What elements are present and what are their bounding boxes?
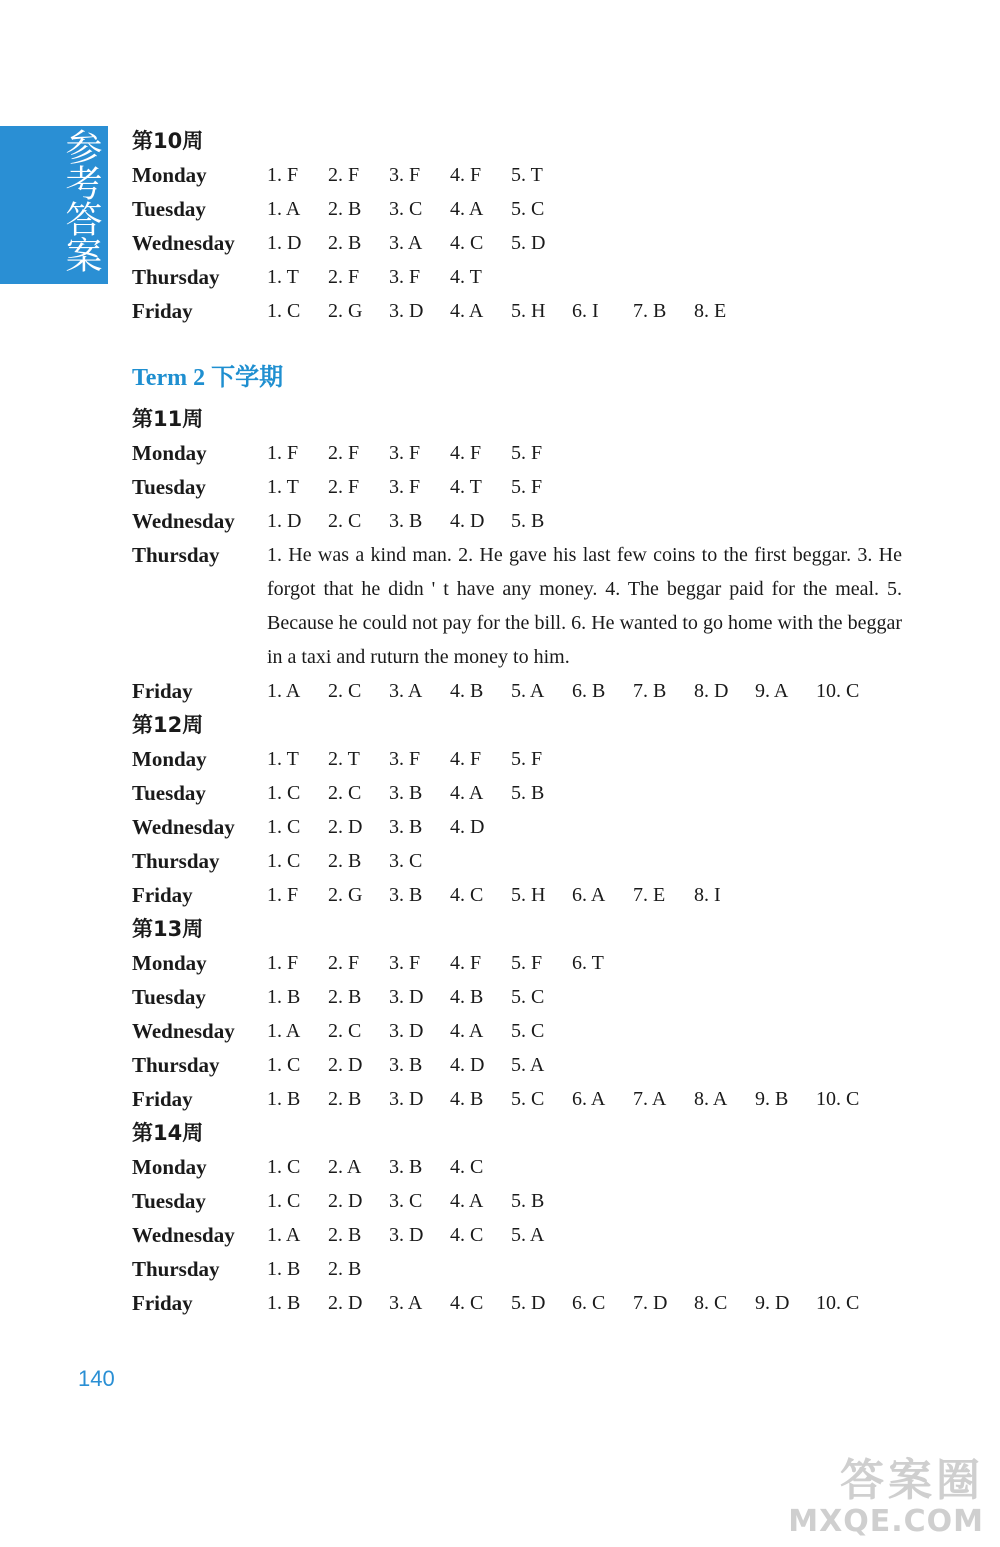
- day-row: [132, 1252, 902, 1286]
- answer-item: 10. C: [816, 1088, 860, 1110]
- answer-item: 5. A: [511, 1054, 545, 1076]
- answer-item: 8. E: [694, 300, 727, 322]
- answer-item: 4. B: [450, 680, 484, 702]
- answer-list: [267, 504, 572, 538]
- day-row: [132, 260, 902, 294]
- answer-item: 3. A: [389, 232, 423, 254]
- day-label: Tuesday: [132, 985, 206, 1009]
- answer-item: 5. H: [511, 300, 546, 322]
- answer-item: 1. C: [267, 1156, 301, 1178]
- answer-item: 2. F: [328, 476, 360, 498]
- answer-item: 1. T: [267, 748, 299, 770]
- answer-item: 2. T: [328, 748, 360, 770]
- day-row: [132, 158, 902, 192]
- answer-item: 6. C: [572, 1292, 606, 1314]
- answer-item: 7. E: [633, 884, 666, 906]
- day-label: Friday: [132, 883, 193, 907]
- answer-item: 7. D: [633, 1292, 668, 1314]
- day-label: Tuesday: [132, 475, 206, 499]
- day-label: Thursday: [132, 543, 220, 567]
- answer-item: 3. B: [389, 1156, 423, 1178]
- answer-item: 4. F: [450, 164, 482, 186]
- answer-item: 4. F: [450, 952, 482, 974]
- day-row: [132, 844, 902, 878]
- answer-key-content: [132, 124, 902, 1320]
- day-label: Monday: [132, 747, 207, 771]
- answer-item: 3. F: [389, 164, 421, 186]
- answer-list: [267, 226, 572, 260]
- day-label: Friday: [132, 299, 193, 323]
- answer-item: 1. A: [267, 198, 301, 220]
- day-label: Friday: [132, 679, 193, 703]
- day-label: Wednesday: [132, 815, 235, 839]
- day-row: [132, 538, 902, 674]
- day-label: Thursday: [132, 1257, 220, 1281]
- answer-item: 2. B: [328, 1258, 362, 1280]
- day-row: [132, 1218, 902, 1252]
- answer-item: 5. D: [511, 1292, 546, 1314]
- answer-item: 4. F: [450, 442, 482, 464]
- answer-item: 1. F: [267, 442, 299, 464]
- answer-item: 4. B: [450, 986, 484, 1008]
- answer-item: 1. C: [267, 782, 301, 804]
- answer-list: [267, 1014, 572, 1048]
- answer-item: 1. F: [267, 952, 299, 974]
- answer-item: 5. B: [511, 782, 545, 804]
- answer-item: 1. C: [267, 1054, 301, 1076]
- answer-item: 1. B: [267, 1258, 301, 1280]
- answer-item: 4. T: [450, 476, 482, 498]
- term-heading: Term 2 下学期: [132, 365, 284, 391]
- day-row: [132, 1014, 902, 1048]
- answer-item: 7. B: [633, 300, 667, 322]
- side-tab-english-title: ANSWER: [13, 294, 30, 363]
- answer-item: 2. F: [328, 266, 360, 288]
- watermark-url: MXQE.COM: [788, 1504, 984, 1539]
- answer-item: 8. C: [694, 1292, 728, 1314]
- answer-item: 9. B: [755, 1088, 789, 1110]
- answer-item: 2. C: [328, 510, 362, 532]
- day-label: Monday: [132, 951, 207, 975]
- answer-item: 1. D: [267, 510, 302, 532]
- answer-list: [267, 946, 633, 980]
- answer-item: 5. F: [511, 476, 543, 498]
- answer-list: [267, 1286, 877, 1320]
- answer-list: [267, 980, 572, 1014]
- answer-item: 4. C: [450, 884, 484, 906]
- answer-item: 3. C: [389, 1190, 423, 1212]
- answer-item: 3. F: [389, 442, 421, 464]
- answer-item: 2. F: [328, 164, 360, 186]
- answer-item: 7. A: [633, 1088, 667, 1110]
- answer-item: 4. F: [450, 748, 482, 770]
- answer-item: 1. T: [267, 266, 299, 288]
- answer-item: 6. A: [572, 1088, 606, 1110]
- answer-item: 9. A: [755, 680, 789, 702]
- answer-item: 8. I: [694, 884, 721, 906]
- answer-item: 5. H: [511, 884, 546, 906]
- answer-item: 5. C: [511, 1020, 545, 1042]
- week-heading: 第10周: [132, 129, 204, 153]
- answer-item: 5. F: [511, 748, 543, 770]
- answer-list: [267, 1048, 572, 1082]
- answer-item: 2. F: [328, 952, 360, 974]
- week-heading: 第11周: [132, 407, 204, 431]
- day-row: [132, 436, 902, 470]
- day-row: [132, 878, 902, 912]
- answer-item: 2. C: [328, 782, 362, 804]
- day-row: [132, 742, 902, 776]
- answer-item: 4. D: [450, 816, 485, 838]
- answer-item: 4. C: [450, 1224, 484, 1246]
- answer-item: 2. B: [328, 1088, 362, 1110]
- answer-item: 4. A: [450, 1020, 484, 1042]
- answer-item: 10. C: [816, 680, 860, 702]
- answer-item: 6. T: [572, 952, 604, 974]
- answer-item: 1. B: [267, 1088, 301, 1110]
- answer-item: 3. B: [389, 884, 423, 906]
- day-label: Tuesday: [132, 781, 206, 805]
- day-row: [132, 470, 902, 504]
- answer-list: [267, 742, 572, 776]
- answer-item: 3. A: [389, 1292, 423, 1314]
- answer-item: 1. C: [267, 1190, 301, 1212]
- day-label: Monday: [132, 163, 207, 187]
- answer-item: 2. D: [328, 1054, 363, 1076]
- day-label: Thursday: [132, 849, 220, 873]
- day-row: [132, 1150, 902, 1184]
- answer-item: 3. F: [389, 952, 421, 974]
- answer-item: 7. B: [633, 680, 667, 702]
- answer-list: [267, 1184, 572, 1218]
- day-row: [132, 1286, 902, 1320]
- answer-item: 3. A: [389, 680, 423, 702]
- answer-list: [267, 1150, 511, 1184]
- week-heading: 第14周: [132, 1121, 204, 1145]
- answer-item: 1. F: [267, 164, 299, 186]
- answer-list: [267, 844, 450, 878]
- week-heading: 第12周: [132, 713, 204, 737]
- answer-item: 1. D: [267, 232, 302, 254]
- day-row: [132, 980, 902, 1014]
- answer-item: 3. D: [389, 1020, 424, 1042]
- day-row: [132, 674, 902, 708]
- answer-item: 5. B: [511, 1190, 545, 1212]
- answer-item: 4. A: [450, 198, 484, 220]
- answer-list: [267, 436, 572, 470]
- answer-item: 3. B: [389, 1054, 423, 1076]
- day-label: Monday: [132, 441, 207, 465]
- answer-item: 5. F: [511, 442, 543, 464]
- day-row: [132, 192, 902, 226]
- day-label: Tuesday: [132, 1189, 206, 1213]
- day-row: [132, 946, 902, 980]
- answer-item: 4. C: [450, 1292, 484, 1314]
- answer-item: 3. D: [389, 1088, 424, 1110]
- day-row: [132, 1082, 902, 1116]
- answer-item: 1. C: [267, 300, 301, 322]
- answer-item: 2. D: [328, 816, 363, 838]
- answer-item: 1. B: [267, 1292, 301, 1314]
- day-label: Wednesday: [132, 1019, 235, 1043]
- answer-item: 4. C: [450, 232, 484, 254]
- answer-item: 1. B: [267, 986, 301, 1008]
- answer-item: 2. B: [328, 850, 362, 872]
- answer-item: 5. B: [511, 510, 545, 532]
- answer-item: 5. C: [511, 986, 545, 1008]
- answer-list: [267, 776, 572, 810]
- answer-item: 2. C: [328, 1020, 362, 1042]
- day-row: [132, 810, 902, 844]
- answer-item: 3. B: [389, 816, 423, 838]
- answer-item: 6. A: [572, 884, 606, 906]
- answer-item: 1. T: [267, 476, 299, 498]
- answer-item: 1. C: [267, 816, 301, 838]
- answer-item: 3. C: [389, 198, 423, 220]
- watermark-logo: [788, 1457, 984, 1539]
- answer-item: 4. A: [450, 300, 484, 322]
- answer-item: 5. A: [511, 680, 545, 702]
- watermark-text: 答案圈: [840, 1455, 984, 1506]
- answer-list: [267, 878, 755, 912]
- answer-list: [267, 1218, 572, 1252]
- day-row: [132, 226, 902, 260]
- answer-item: 9. D: [755, 1292, 790, 1314]
- day-row: [132, 776, 902, 810]
- answer-item: 3. D: [389, 986, 424, 1008]
- answer-list: [267, 1252, 389, 1286]
- day-label: Wednesday: [132, 1223, 235, 1247]
- answer-item: 8. A: [694, 1088, 728, 1110]
- answer-item: 1. A: [267, 680, 301, 702]
- answer-item: 2. D: [328, 1190, 363, 1212]
- answer-item: 2. B: [328, 986, 362, 1008]
- answer-item: 3. F: [389, 748, 421, 770]
- answer-item: 4. D: [450, 510, 485, 532]
- answer-list: [267, 158, 572, 192]
- answer-item: 3. D: [389, 1224, 424, 1246]
- answer-item: 1. A: [267, 1020, 301, 1042]
- answer-item: 5. T: [511, 164, 543, 186]
- answer-item: 4. A: [450, 782, 484, 804]
- day-row: [132, 1048, 902, 1082]
- answer-item: 3. C: [389, 850, 423, 872]
- answer-item: 10. C: [816, 1292, 860, 1314]
- answer-item: 5. C: [511, 1088, 545, 1110]
- answer-list: [267, 192, 572, 226]
- day-label: Wednesday: [132, 509, 235, 533]
- answer-list: [267, 294, 755, 328]
- day-label: Friday: [132, 1087, 193, 1111]
- answer-list: [267, 810, 511, 844]
- answer-item: 2. C: [328, 680, 362, 702]
- answer-item: 3. B: [389, 510, 423, 532]
- answer-item: 2. F: [328, 442, 360, 464]
- answer-item: 2. A: [328, 1156, 362, 1178]
- day-label: Monday: [132, 1155, 207, 1179]
- answer-item: 3. F: [389, 266, 421, 288]
- answer-item: 5. D: [511, 232, 546, 254]
- answer-item: 2. B: [328, 198, 362, 220]
- day-label: Thursday: [132, 265, 220, 289]
- answer-item: 2. B: [328, 1224, 362, 1246]
- answer-paragraph: 1. He was a kind man. 2. He gave his last few coins to the first beggar. 3. He forgot that he didn ' t have any money. 4. The beggar paid for the meal. 5. Because he could not pay for the bill. 6. He wanted to go home with the beggar in a taxi and ruturn the money to him.: [267, 544, 902, 668]
- answer-item: 4. B: [450, 1088, 484, 1110]
- day-row: [132, 294, 902, 328]
- day-label: Wednesday: [132, 231, 235, 255]
- answer-item: 1. C: [267, 850, 301, 872]
- side-tab-chinese-title: 参考答案: [59, 128, 102, 272]
- day-label: Friday: [132, 1291, 193, 1315]
- answer-item: 2. G: [328, 884, 363, 906]
- answer-item: 4. T: [450, 266, 482, 288]
- day-row: [132, 1184, 902, 1218]
- answer-item: 5. C: [511, 198, 545, 220]
- answer-item: 4. D: [450, 1054, 485, 1076]
- answer-item: 8. D: [694, 680, 729, 702]
- answer-item: 2. G: [328, 300, 363, 322]
- answer-list: [267, 260, 511, 294]
- answer-item: 1. F: [267, 884, 299, 906]
- answer-item: 2. B: [328, 232, 362, 254]
- answer-list: [267, 674, 877, 708]
- answer-item: 3. B: [389, 782, 423, 804]
- day-label: Thursday: [132, 1053, 220, 1077]
- answer-item: 4. A: [450, 1190, 484, 1212]
- answer-item: 5. F: [511, 952, 543, 974]
- answer-item: 3. F: [389, 476, 421, 498]
- answer-item: 6. I: [572, 300, 599, 322]
- day-row: [132, 504, 902, 538]
- answer-item: 3. D: [389, 300, 424, 322]
- answer-item: 1. A: [267, 1224, 301, 1246]
- day-label: Tuesday: [132, 197, 206, 221]
- answer-item: 6. B: [572, 680, 606, 702]
- answer-list: [267, 1082, 877, 1116]
- answer-item: 4. C: [450, 1156, 484, 1178]
- answer-item: 5. A: [511, 1224, 545, 1246]
- answer-list: [267, 470, 572, 504]
- answer-item: 2. D: [328, 1292, 363, 1314]
- page-number: 140: [78, 1366, 115, 1391]
- week-heading: 第13周: [132, 917, 204, 941]
- answer-side-tab: [0, 126, 108, 363]
